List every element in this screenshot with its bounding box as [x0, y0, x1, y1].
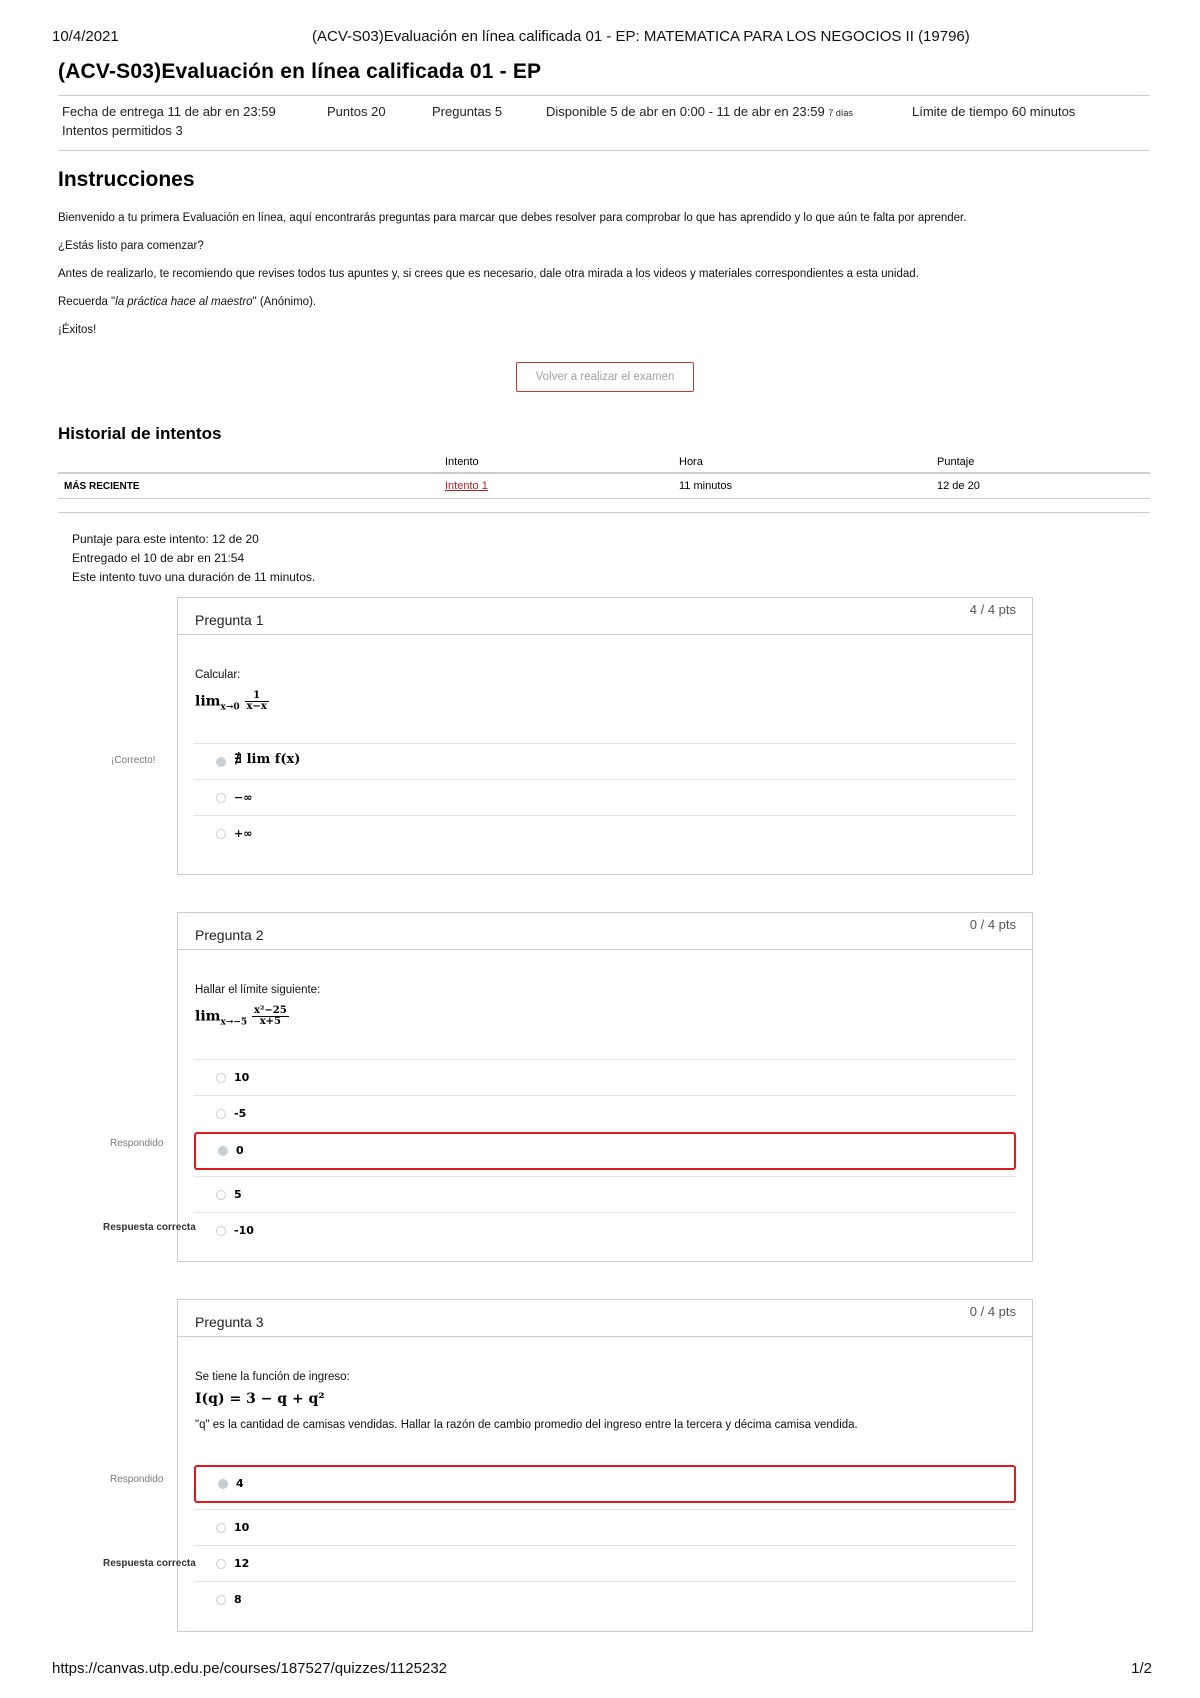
- answer-text: 5: [234, 1188, 242, 1201]
- answer-option[interactable]: [194, 779, 1016, 815]
- page-title: (ACV-S03)Evaluación en línea calificada 01 - EP: [58, 60, 542, 83]
- availability: [546, 104, 853, 119]
- history-title: Historial de intentos: [58, 424, 222, 443]
- table-header-row: [58, 454, 1150, 473]
- page-url: https://canvas.utp.edu.pe/courses/187527/quizzes/1125232: [52, 1660, 448, 1677]
- answer-text: −∞: [234, 791, 253, 804]
- answer-option[interactable]: [194, 1095, 1016, 1131]
- radio-button[interactable]: [216, 1109, 226, 1119]
- question-formula: $\lim_{x\to-5}$ $\frac{\text{x²−25}}{x+5}$: [195, 1005, 287, 1028]
- attempt-label: MÁS RECIENTE: [58, 473, 439, 499]
- question-title: Pregunta 1: [195, 612, 264, 628]
- answer-option-correct[interactable]: [194, 1545, 1016, 1581]
- attempt-time: 11 minutos: [673, 473, 931, 499]
- answer-option[interactable]: [194, 743, 1016, 779]
- question-title: Pregunta 2: [195, 927, 264, 943]
- quote-text: la práctica hace al maestro: [115, 296, 253, 308]
- divider: [58, 512, 1150, 513]
- availability-text: Disponible 5 de abr en 0:00 - 11 de abr en 23:59: [546, 104, 825, 119]
- radio-button[interactable]: [216, 1595, 226, 1605]
- correct-label: ¡Correcto!: [111, 755, 156, 766]
- question-points: 4 / 4 pts: [969, 602, 1016, 617]
- points-total: Puntos 20: [327, 104, 386, 119]
- answer-option-correct[interactable]: [194, 1212, 1016, 1248]
- question-card: [177, 597, 1033, 875]
- answered-label: Respondido: [110, 1138, 164, 1149]
- instructions-title: Instrucciones: [58, 168, 195, 191]
- divider: [58, 150, 1150, 151]
- instructions-paragraph: ¿Estás listo para comenzar?: [58, 240, 204, 252]
- answer-text: 12: [234, 1557, 250, 1570]
- answer-option[interactable]: [194, 1059, 1016, 1095]
- question-prompt-detail: "q" es la cantidad de camisas vendidas. Hallar la razón de cambio promedio del ingreso entre la tercera y décima camisa vendida.: [195, 1419, 858, 1431]
- instructions-paragraph: Antes de realizarlo, te recomiendo que revises todos tus apuntes y, si crees que es necesario, dale otra mirada a los videos y materiales correspondientes a esta unidad.: [58, 268, 919, 280]
- question-prompt: Se tiene la función de ingreso:: [195, 1371, 350, 1383]
- radio-button[interactable]: [216, 1226, 226, 1236]
- question-prompt: Calcular:: [195, 669, 241, 681]
- due-date: Fecha de entrega 11 de abr en 23:59: [62, 104, 276, 119]
- radio-button[interactable]: [216, 1073, 226, 1083]
- answer-text: -5: [234, 1107, 247, 1120]
- answer-text: 0: [236, 1144, 244, 1157]
- instructions-paragraph: ¡Éxitos!: [58, 324, 97, 336]
- answer-option[interactable]: [194, 1176, 1016, 1212]
- radio-button[interactable]: [216, 829, 226, 839]
- instructions-paragraph: Bienvenido a tu primera Evaluación en línea, aquí encontrarás preguntas para marcar que debes resolver para comprobar lo que has aprendido y lo que aún te falta por aprender.: [58, 212, 967, 224]
- question-body: [178, 949, 1032, 1261]
- column-header: Hora: [673, 454, 931, 473]
- radio-button[interactable]: [216, 1190, 226, 1200]
- attempt-submitted: Entregado el 10 de abr en 21:54: [72, 551, 245, 565]
- correct-answer-label: Respuesta correcta: [103, 1558, 196, 1569]
- divider: [58, 95, 1150, 96]
- question-count: Preguntas 5: [432, 104, 503, 119]
- question-header: [178, 598, 1032, 634]
- answer-text: -10: [234, 1224, 254, 1237]
- radio-button[interactable]: [216, 1559, 226, 1569]
- answer-text: 8: [234, 1593, 242, 1606]
- question-points: 0 / 4 pts: [969, 917, 1016, 932]
- retake-quiz-button[interactable]: Volver a realizar el examen: [516, 362, 694, 392]
- question-card: [177, 1299, 1033, 1632]
- quote-prefix: Recuerda ": [58, 296, 116, 308]
- question-header: [178, 913, 1032, 949]
- attempt-link[interactable]: Intento 1: [445, 480, 488, 492]
- question-title: Pregunta 3: [195, 1314, 264, 1330]
- radio-button[interactable]: [218, 1146, 228, 1156]
- question-formula: I(q) = 3 − q + q²: [195, 1391, 325, 1407]
- radio-button[interactable]: [216, 757, 226, 767]
- answer-option[interactable]: [194, 1581, 1016, 1617]
- attempt-score-summary: Puntaje para este intento: 12 de 20: [72, 532, 259, 546]
- answer-text: +∞: [234, 827, 253, 840]
- correct-answer-label: Respuesta correcta: [103, 1222, 196, 1233]
- question-header: [178, 1300, 1032, 1336]
- allowed-attempts: Intentos permitidos 3: [62, 123, 183, 138]
- attempt-cell: [439, 473, 673, 499]
- question-card: [177, 912, 1033, 1262]
- question-body: [178, 1336, 1032, 1631]
- attempt-duration: Este intento tuvo una duración de 11 minutos.: [72, 570, 316, 584]
- time-limit: Límite de tiempo 60 minutos: [912, 104, 1076, 119]
- quote-suffix: " (Anónimo).: [252, 296, 317, 308]
- answer-text: 10: [234, 1071, 250, 1084]
- attempt-history-table: [58, 454, 1150, 499]
- answer-option-selected-incorrect[interactable]: [194, 1465, 1016, 1503]
- radio-button[interactable]: [216, 793, 226, 803]
- question-body: [178, 634, 1032, 874]
- question-prompt: Hallar el límite siguiente:: [195, 984, 321, 996]
- radio-button[interactable]: [218, 1479, 228, 1489]
- column-header: Puntaje: [931, 454, 1150, 473]
- column-header: [58, 454, 439, 473]
- answer-text: 10: [234, 1521, 250, 1534]
- question-points: 0 / 4 pts: [969, 1304, 1016, 1319]
- answered-label: Respondido: [110, 1474, 164, 1485]
- answer-option[interactable]: [194, 1509, 1016, 1545]
- radio-button[interactable]: [216, 1523, 226, 1533]
- availability-days: 7 días: [828, 108, 853, 118]
- print-date: 10/4/2021: [52, 28, 119, 45]
- instructions-quote: [58, 296, 316, 308]
- attempt-score: 12 de 20: [931, 473, 1150, 499]
- column-header: Intento: [439, 454, 673, 473]
- answer-option[interactable]: [194, 815, 1016, 851]
- answer-option-selected-incorrect[interactable]: [194, 1132, 1016, 1170]
- question-formula: $\lim_{x\to 0}$ $\frac{1}{x-x}$: [195, 690, 267, 713]
- answer-text: 4: [236, 1477, 244, 1490]
- print-document-title: (ACV-S03)Evaluación en línea calificada 01 - EP: MATEMATICA PARA LOS NEGOCIOS II (19796): [312, 28, 970, 45]
- page-number: 1/2: [1131, 1660, 1152, 1677]
- answer-text: ∄ lim f(x): [234, 752, 301, 767]
- table-row: [58, 473, 1150, 499]
